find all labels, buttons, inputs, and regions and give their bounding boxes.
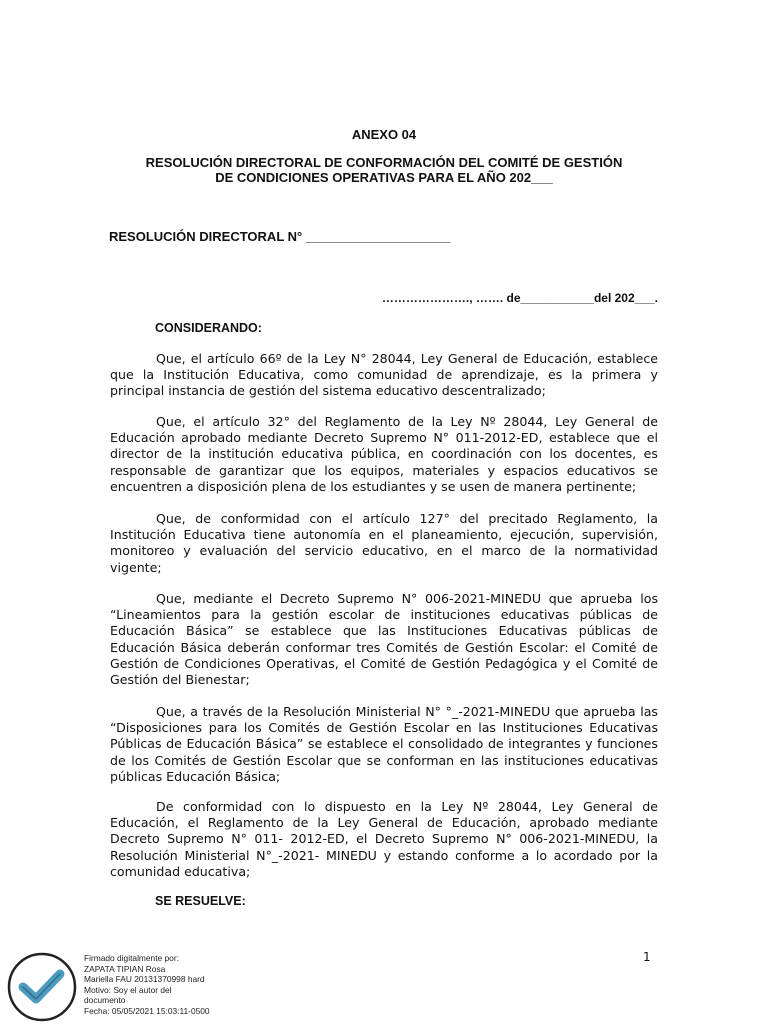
digital-signature-block bbox=[84, 953, 210, 1016]
signature-line-2: ZAPATA TIPIAN Rosa bbox=[84, 963, 166, 974]
annex-label: ANEXO 04 bbox=[351, 127, 417, 142]
date-line: …………………., ……. de___________del 202___. bbox=[381, 291, 658, 305]
paragraph-1: Que, el artículo 66º de la Ley N° 28044, Ley General de Educación, establece que la Institución Educativa, como comunidad de aprendizaje, es la primera y principal instancia de gestión del sistema educativo descentralizado; bbox=[110, 351, 658, 399]
document-title bbox=[0, 155, 768, 185]
title-line-2: DE CONDICIONES OPERATIVAS PARA EL AÑO 202___ bbox=[215, 170, 553, 185]
paragraph-3: Que, de conformidad con el artículo 127° del precitado Reglamento, la Institución Educativa tiene autonomía en el planeamiento, ejecución, supervisión, monitoreo y evaluación del servicio educativo, en el marco de la normatividad vigente; bbox=[110, 511, 658, 575]
signature-line-3: Mariella FAU 20131370998 hard bbox=[84, 974, 205, 984]
signature-line-1: Firmado digitalmente por: bbox=[84, 953, 179, 963]
se-resuelve-heading: SE RESUELVE: bbox=[155, 894, 246, 908]
paragraph-2: Que, el artículo 32° del Reglamento de la Ley Nº 28044, Ley General de Educación aprobado mediante Decreto Supremo N° 011-2012-ED, establece que el director de la institución educativa pública, en coordinación con los docentes, es responsable de garantizar que los equipos, materiales y espacios educativos se encuentren a disposición plena de los estudiantes y se usen de manera pertinente; bbox=[110, 414, 658, 494]
signature-line-6: Fecha: 05/05/2021 15:03:11-0500 bbox=[84, 1005, 210, 1016]
seal-check-mark bbox=[23, 974, 60, 999]
paragraph-5: Que, a través de la Resolución Ministerial N° °_-2021-MINEDU que aprueba las “Disposiciones para los Comités de Gestión Escolar en las Instituciones Educativas Públicas de Educación Básica” se establece el consolidado de integrantes y funciones de los Comités de Gestión Escolar que se conforman en las instituciones educativas públicas Educación Básica; bbox=[110, 704, 658, 784]
signature-line-5: documento bbox=[84, 995, 126, 1005]
resolution-number: RESOLUCIÓN DIRECTORAL N° ____________________ bbox=[109, 229, 451, 244]
page-number: 1 bbox=[643, 950, 651, 964]
considerando-heading: CONSIDERANDO: bbox=[155, 321, 262, 335]
paragraph-4: Que, mediante el Decreto Supremo N° 006-2021-MINEDU que aprueba los “Lineamientos para la gestión escolar de instituciones educativas públicas de Educación Básica” se establece que las Instituciones Educativas públicas de Educación Básica deberán conformar tres Comités de Gestión Escolar: el Comité de Gestión de Condiciones Operativas, el Comité de Gestión Pedagógica y el Comité de Gestión del Bienestar; bbox=[110, 591, 658, 688]
signature-line-4: Motivo: Soy el autor del bbox=[84, 984, 172, 995]
title-line-1: RESOLUCIÓN DIRECTORAL DE CONFORMACIÓN DEL COMITÉ DE GESTIÓN bbox=[145, 155, 623, 170]
checkmark-seal-icon bbox=[7, 952, 77, 1022]
paragraph-6: De conformidad con lo dispuesto en la Ley Nº 28044, Ley General de Educación, el Reglamento de la Ley General de Educación, aprobado mediante Decreto Supremo N° 011- 2012-ED, el Decreto Supremo N° 006-2021-MINEDU, la Resolución Ministerial N°_-2021- MINEDU y estando conforme a lo acordado por la comunidad educativa; bbox=[110, 799, 658, 879]
